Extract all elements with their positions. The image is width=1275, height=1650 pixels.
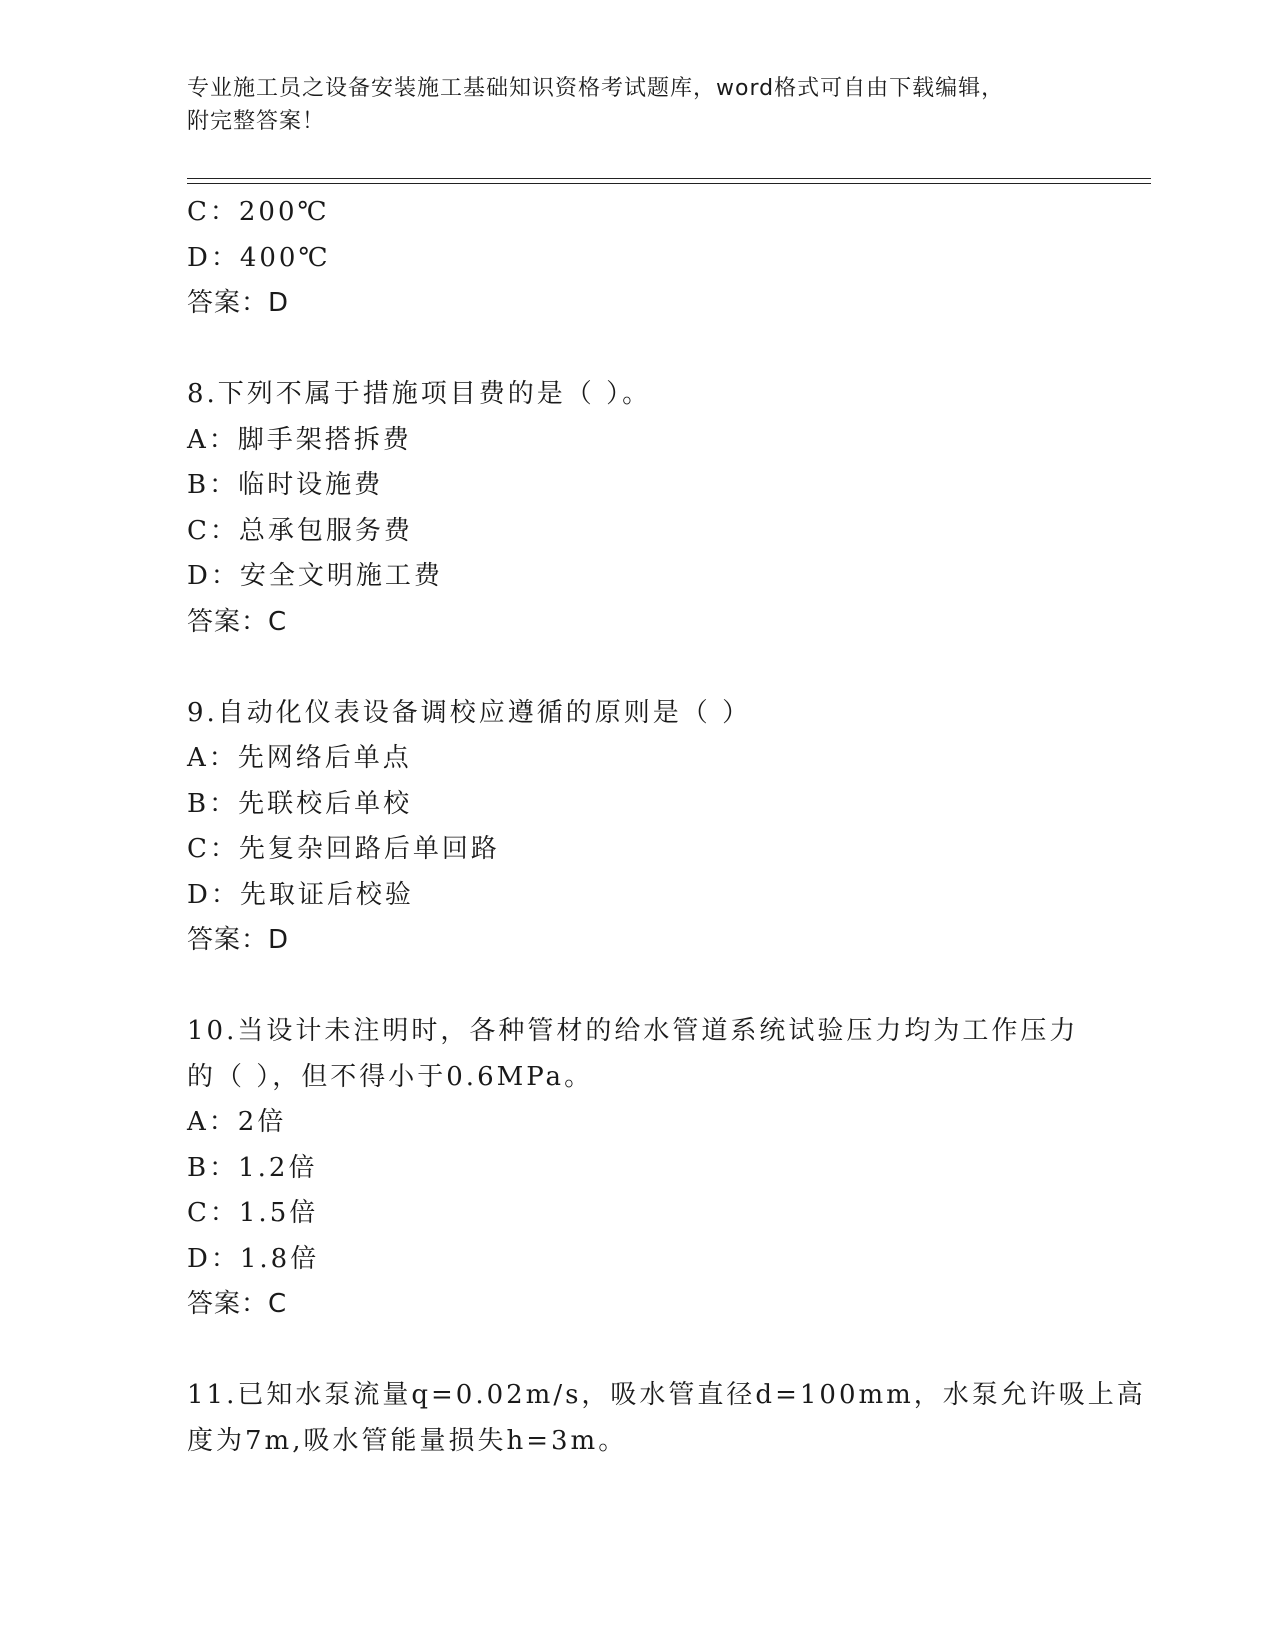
spacer	[187, 1328, 1087, 1374]
question-text-line-1: 11.已知水泵流量q=0.02m/s，吸水管直径d=100mm，水泵允许吸上高	[187, 1380, 1146, 1410]
option-a: A：脚手架搭拆费	[187, 424, 412, 455]
header-divider-bottom	[187, 183, 1151, 184]
question-text-line-2: 度为7m,吸水管能量损失h=3m。	[187, 1425, 628, 1456]
document-header	[187, 72, 1067, 138]
option-b: B：先联校后单校	[187, 788, 413, 819]
answer: 答案：D	[187, 288, 290, 318]
option-b: B：临时设施费	[187, 470, 384, 500]
spacer	[187, 645, 1087, 691]
question-block-11	[187, 1373, 1146, 1464]
option-d: D：先取证后校验	[187, 879, 414, 910]
question-block-9	[187, 691, 1087, 964]
option-a: A：2倍	[187, 1107, 287, 1137]
option-c: C：总承包服务费	[187, 515, 413, 546]
option-c: C：先复杂回路后单回路	[187, 834, 500, 864]
question-list	[187, 190, 1146, 1464]
answer: 答案：C	[187, 606, 288, 637]
option-c: C：1.5倍	[187, 1198, 319, 1228]
answer: 答案：D	[187, 925, 290, 955]
header-divider-top	[187, 178, 1151, 179]
header-line-1: 专业施工员之设备安装施工基础知识资格考试题库，word格式可自由下载编辑，	[187, 76, 1005, 101]
question-block-10	[187, 1009, 1087, 1328]
question-text-line-2: 的（ ），但不得小于0.6MPa。	[187, 1061, 594, 1092]
question-block-8	[187, 372, 1087, 645]
option-d: D：安全文明施工费	[187, 561, 443, 591]
option-b: B：1.2倍	[187, 1152, 318, 1183]
question-block-prev	[187, 190, 1087, 327]
question-text-line-1: 10.当设计未注明时，各种管材的给水管道系统试验压力均为工作压力	[187, 1016, 1079, 1046]
option-d: D：400℃	[187, 242, 331, 273]
question-text: 8.下列不属于措施项目费的是（ ）。	[187, 379, 652, 409]
answer: 答案：C	[187, 1289, 288, 1319]
spacer	[187, 964, 1087, 1010]
spacer	[187, 327, 1087, 373]
question-text: 9.自动化仪表设备调校应遵循的原则是（ ）	[187, 697, 752, 728]
header-line-2: 附完整答案！	[187, 109, 326, 134]
option-d: D：1.8倍	[187, 1243, 320, 1274]
option-c: C：200℃	[187, 197, 330, 227]
option-a: A：先网络后单点	[187, 743, 412, 773]
